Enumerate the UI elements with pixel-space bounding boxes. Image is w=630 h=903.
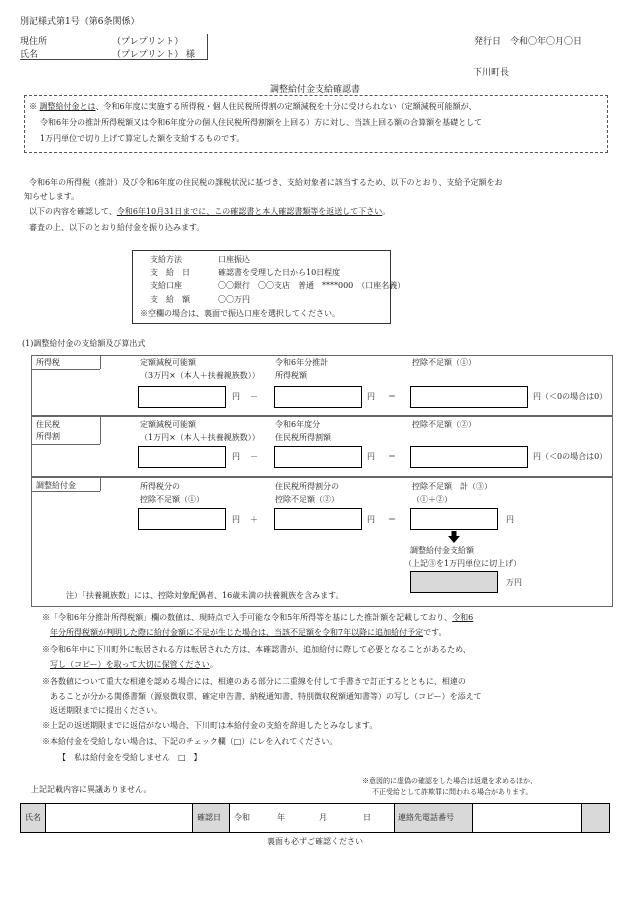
dependents-footnote: 注）「扶養親族数」には、控除対象配偶者、16歳未満の扶養親族を含みます。 (66, 591, 344, 600)
note-3-line-1: ※各数値について重大な相違を認める場合には、相違のある部分に二重線を付して手書きで訂正するとともに、相違の (42, 677, 466, 686)
note-3-line-2: あることが分かる関係書類（源泉徴収票、確定申告書、納税通知書、特別徴収税額通知書等）の写し（コピー）を添えて (50, 692, 482, 701)
name-label: 氏名 (20, 50, 39, 60)
equals-1: ＝ (388, 392, 396, 401)
year-label: 年 (277, 813, 285, 822)
plus-sign: ＋ (250, 515, 258, 524)
resident-tax-credit-field[interactable] (138, 446, 226, 468)
resident-tax-amount-field[interactable] (274, 446, 362, 468)
issue-date: 発行日 令和〇年〇月〇日 (474, 37, 583, 47)
note-3-line-3: 返送期限までに提出ください。 (50, 706, 162, 715)
equals-3: ＝ (388, 515, 396, 524)
form-number: 別記様式第1号（第6条関係） (20, 17, 140, 27)
yen-7: 円 (506, 515, 514, 524)
equals-2: ＝ (388, 452, 396, 461)
income-tax-col1-b: （3万円×（本人＋扶養親族数）） (140, 371, 260, 380)
resident-tax-col2-b: 住民税所得割額 (275, 433, 331, 442)
payment-amount-rule: （上記③を1万円単位に切上げ） (404, 559, 522, 568)
minus-1: － (250, 392, 258, 401)
phone-field[interactable] (473, 804, 581, 832)
intro-line-3: 以下の内容を確認して、令和6年10月31日までに、この確認書と本人確認書類等を返送して下さい。 (29, 207, 391, 216)
name-value: （プレプリント） (112, 50, 184, 60)
intro-line-1: 令和6年の所得税（推計）及び令和6年度の住民税の課税状況に基づき、支給対象者に該当するため、以下のとおり、支給予定額をお (29, 178, 503, 187)
payment-amount-field[interactable] (410, 571, 498, 593)
resident-tax-col1-b: （1万円×（本人＋扶養親族数）） (140, 433, 260, 442)
yen-2: 円 (367, 392, 375, 401)
fraud-warning-1: ※意図的に虚偽の確認をした場合は返還を求めるほか、 (362, 777, 537, 785)
address-divider (207, 34, 208, 60)
back-page-note: 裏面も必ずご確認ください (267, 837, 363, 846)
amount-label: 支 給 額 (150, 295, 190, 304)
income-tax-col1-a: 定額減税可能額 (140, 358, 196, 367)
era-label: 令和 (234, 813, 250, 822)
note-2-line-2: 写し（コピー）を取って大切に保管ください。 (50, 660, 218, 669)
note-5: ※本給付金を受給しない場合は、下記のチェック欄（□）にレを入れてください。 (42, 737, 338, 746)
total-shortfall-field[interactable] (410, 508, 498, 530)
method-value: 口座振込 (218, 255, 250, 264)
yen-4: 円 (367, 452, 375, 461)
honorific: 様 (186, 50, 196, 60)
payment-amount-label: 調整給付金支給額 (410, 546, 474, 555)
account-label: 支給口座 (150, 281, 182, 290)
signature-row (20, 803, 610, 833)
calc-heading: (1)調整給付金の支給額及び算出式 (22, 339, 146, 348)
notice-line-3: 1万円単位で切り上げて算定した額を支給するものです。 (40, 134, 245, 143)
yen-6: 円 (367, 515, 375, 524)
notice-line-2: 令和6年分の推計所得税額又は令和6年度分の個人住民税所得割額を上回る）方に対し、当該上回る額の合算額を基礎として (40, 118, 483, 127)
decline-checkbox-line[interactable]: 【 私は給付金を受給しません □ 】 (58, 753, 202, 762)
resident-tax-result-note: 円（＜0の場合は0） (533, 452, 608, 461)
payment-note: ※空欄の場合は、裏面で振込口座を選択してください。 (140, 309, 340, 318)
document-title: 調整給付金支給確認書 (269, 85, 360, 95)
yen-1: 円 (232, 392, 240, 401)
resident-tax-label-1: 住民税 (36, 420, 60, 429)
resident-tax-col1-a: 定額減税可能額 (140, 420, 196, 429)
sign-name-label: 氏名 (25, 813, 41, 822)
income-tax-label: 所得税 (36, 358, 60, 367)
adjust-col3-b: （①＋②） (412, 495, 452, 504)
method-label: 支給方法 (150, 255, 182, 264)
intro-line-4: 審査の上、以下のとおり給付金を振り込みます。 (29, 223, 205, 232)
income-tax-estimate-field[interactable] (274, 386, 362, 408)
minus-2: － (250, 452, 258, 461)
income-tax-col3: 控除不足額（①） (412, 358, 476, 367)
income-tax-shortfall-field[interactable] (410, 386, 528, 408)
adjust-resident-shortfall-field[interactable] (274, 508, 362, 530)
day-label: 日 (363, 813, 371, 822)
man-yen-unit: 万円 (506, 578, 522, 587)
income-tax-credit-field[interactable] (138, 386, 226, 408)
resident-tax-shortfall-field[interactable] (410, 446, 528, 468)
address-underline (20, 59, 208, 60)
note-1-line-1: ※「令和6年分推計所得税額」欄の数値は、現時点で入手可能な令和5年所得等を基にした推計額を記載しており、令和6 (42, 613, 474, 622)
no-objection-statement: 上記記載内容に異議ありません。 (31, 785, 152, 794)
income-tax-col2-a: 令和6年分推計 (275, 358, 329, 367)
amount-value: 〇〇万円 (218, 295, 250, 304)
adjust-col3-a: 控除不足額 計（③） (412, 482, 492, 491)
income-tax-result-note: 円（＜0の場合は0） (533, 392, 608, 401)
adjust-col1-b: 控除不足額（①） (140, 495, 204, 504)
address-value: （プレプリント） (112, 37, 184, 47)
adjust-col2-a: 住民税所得割分の (275, 482, 339, 491)
adjustment-label: 調整給付金 (36, 481, 76, 490)
phone-label: 連絡先電話番号 (398, 813, 454, 822)
month-label: 月 (319, 813, 327, 822)
note-4: ※上記の返送期限までに返信がない場合、下川町は本給付金の支給を辞退したとみなします。 (42, 721, 378, 730)
yen-3: 円 (232, 452, 240, 461)
address-label: 現住所 (20, 37, 48, 47)
payday-value: 確認書を受理した日から10日程度 (218, 268, 341, 277)
issuer: 下川町長 (473, 68, 510, 78)
confirm-date-label: 確認日 (197, 813, 221, 822)
notice-line-1: ※ 調整給付金とは、令和6年度に実施する所得税・個人住民税所得割の定額減税を十分に受けられない（定額減税可能額が、 (29, 102, 477, 111)
account-value: 〇〇銀行 〇〇支店 普通 ****000 （口座名義） (218, 281, 406, 290)
adjust-income-shortfall-field[interactable] (138, 508, 226, 530)
note-1-line-2: 年分所得税額が判明した際に給付金額に不足が生じた場合は、当該不足額を令和7年以降に追加給付予定です。 (50, 628, 447, 637)
yen-5: 円 (232, 515, 240, 524)
payday-label: 支 給 日 (150, 268, 190, 277)
resident-tax-col2-a: 令和6年度分 (275, 420, 321, 429)
intro-line-2: 知らせします。 (24, 192, 80, 201)
sign-name-field[interactable] (46, 804, 192, 832)
note-2-line-1: ※令和6年中に下川町外に転居される方は転居された方は、本確認書が、追加給付に際して必要となることがあるため、 (42, 645, 471, 654)
arrow-down-icon (448, 531, 460, 543)
adjust-col1-a: 所得税分の (140, 482, 180, 491)
resident-tax-label-2: 所得割 (36, 432, 60, 441)
income-tax-col2-b: 所得税額 (275, 371, 307, 380)
resident-tax-col3: 控除不足額（②） (412, 420, 476, 429)
fraud-warning-2: 不正受給として詐欺罪に問われる場合があります。 (372, 788, 533, 796)
adjust-col2-b: 控除不足額（②） (275, 495, 339, 504)
